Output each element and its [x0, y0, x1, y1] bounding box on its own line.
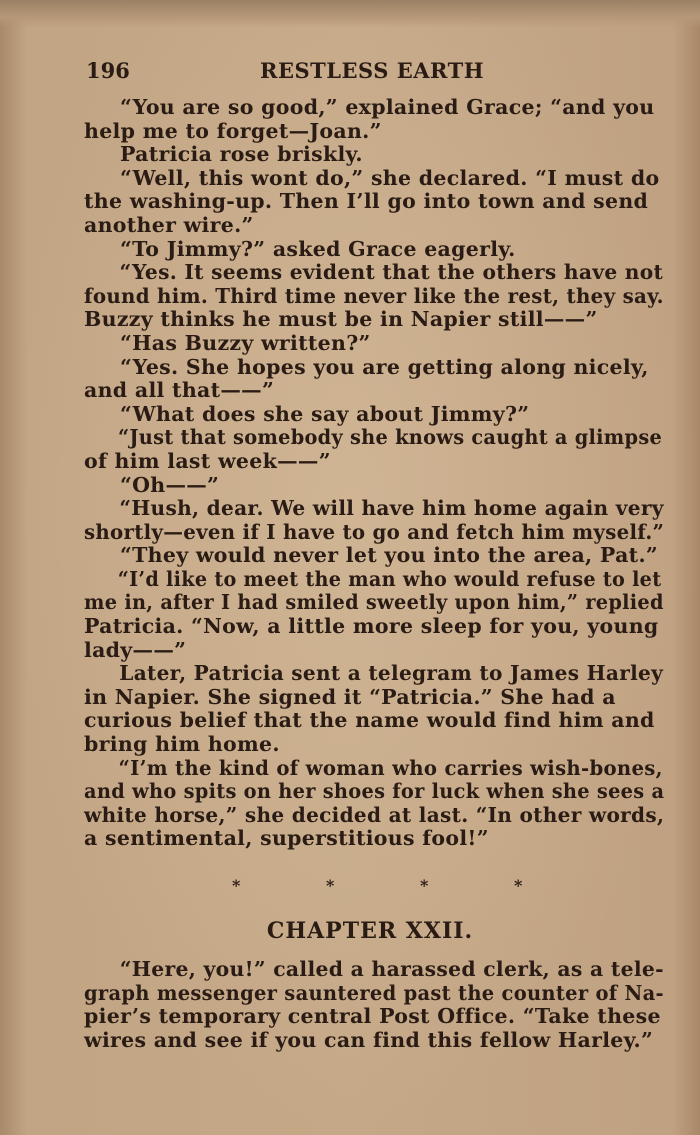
page-header: [86, 58, 656, 88]
text-line: me in, after I had smiled sweetly upon him,” replied: [84, 590, 664, 615]
running-title: RESTLESS EARTH: [260, 58, 485, 83]
text-line: found him. Third time never like the rest, they say.: [84, 283, 664, 308]
text-line: “Yes. It seems evident that the others have not: [119, 260, 664, 285]
text-line: Buzzy thinks he must be in Napier still——”: [84, 307, 598, 332]
text-line: of him last week——”: [84, 448, 331, 473]
text-line: in Napier. She signed it “Patricia.” She had a: [84, 684, 616, 709]
body-text: [84, 96, 664, 851]
chapter-heading: CHAPTER XXII.: [266, 918, 474, 944]
text-line: white horse,” she decided at last. “In other words,: [84, 802, 665, 827]
text-line: wires and see if you can find this fellow Harley.”: [84, 1027, 654, 1052]
text-line: the washing-up. Then I’ll go into town and send: [84, 189, 649, 214]
section-break-star: *: [514, 876, 523, 895]
section-break: [0, 876, 700, 896]
text-line: pier’s temporary central Post Office. “Take these: [84, 1004, 661, 1029]
section-break-star: *: [420, 876, 429, 895]
text-line: shortly—even if I have to go and fetch him myself.”: [84, 519, 665, 544]
text-line: “You are so good,” explained Grace; “and you: [120, 95, 655, 119]
text-line: Later, Patricia sent a telegram to James Harley: [119, 661, 664, 686]
text-line: another wire.”: [84, 212, 254, 237]
text-line: a sentimental, superstitious fool!”: [84, 826, 489, 851]
text-line: curious belief that the name would find him and: [84, 708, 655, 733]
text-line: lady——”: [84, 637, 187, 662]
text-line: “They would never let you into the area, Pat.”: [120, 543, 658, 568]
chapter-text: [84, 958, 664, 1052]
text-line: help me to forget—Joan.”: [84, 118, 382, 143]
section-break-star: *: [326, 876, 335, 895]
text-line: Patricia rose briskly.: [120, 142, 363, 167]
page-number: 196: [86, 58, 130, 83]
section-break-star: *: [232, 876, 241, 895]
text-line: bring him home.: [84, 732, 280, 757]
text-line: “Well, this wont do,” she declared. “I must do: [120, 165, 660, 190]
text-line: “Just that somebody she knows caught a glimpse: [117, 425, 663, 450]
text-line: “Here, you!” called a harassed clerk, as a tele-: [119, 957, 664, 981]
text-line: “What does she say about Jimmy?”: [120, 401, 530, 426]
page-top-edge: [0, 0, 700, 28]
text-line: and all that——”: [84, 378, 275, 403]
text-line: Patricia. “Now, a little more sleep for you, young: [84, 614, 659, 639]
text-line: “Yes. She hopes you are getting along nicely,: [120, 354, 649, 379]
text-line: “Oh——”: [120, 472, 220, 497]
text-line: “I’m the kind of woman who carries wish-bones,: [118, 755, 663, 780]
text-line: and who spits on her shoes for luck when she sees a: [84, 779, 665, 804]
text-line: “To Jimmy?” asked Grace eagerly.: [120, 236, 516, 261]
text-line: “Hush, dear. We will have him home again very: [119, 496, 664, 521]
text-line: “I’d like to meet the man who would refuse to let: [117, 566, 662, 591]
text-line: graph messenger sauntered past the counter of Na-: [84, 980, 664, 1005]
text-line: “Has Buzzy written?”: [120, 330, 371, 355]
